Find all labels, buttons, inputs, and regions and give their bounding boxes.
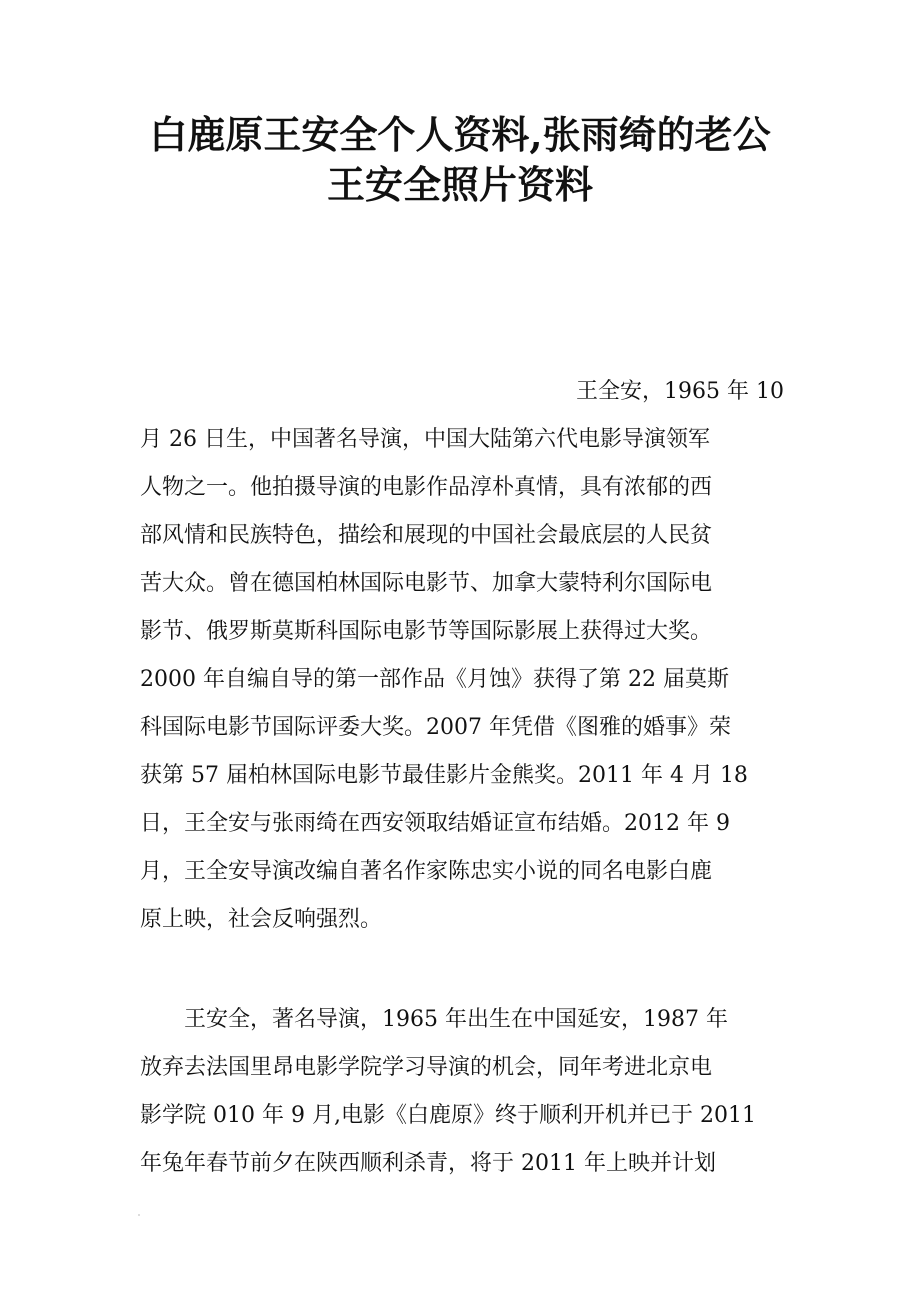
document-title-line-2: 王安全照片资料 [326, 162, 593, 207]
paragraph-1-line: 日，王全安与张雨绮在西安领取结婚证宣布结婚。2012 年 9 [140, 811, 730, 836]
paragraph-1-line: 王全安，1965 年 10 [576, 379, 784, 404]
paragraph-2-line: 放弃去法国里昂电影学院学习导演的机会，同年考进北京电 [140, 1055, 713, 1080]
paragraph-1-line: 月 26 日生，中国著名导演，中国大陆第六代电影导演领军 [140, 427, 710, 452]
paragraph-1-line: 苦大众。曾在德国柏林国际电影节、加拿大蒙特利尔国际电 [140, 571, 713, 596]
paragraph-1-line: 获第 57 届柏林国际电影节最佳影片金熊奖。2011 年 4 月 18 [140, 763, 748, 788]
document-title-line-1: 白鹿原王安全个人资料,张雨绮的老公 [149, 112, 771, 157]
paragraph-1-line: 部风情和民族特色，描绘和展现的中国社会最底层的人民贫 [140, 523, 713, 548]
paragraph-2-line: 影学院 010 年 9 月,电影《白鹿原》终于顺利开机并已于 2011 [140, 1103, 756, 1128]
paragraph-1-line: 月，王全安导演改编自著名作家陈忠实小说的同名电影白鹿 [140, 859, 713, 884]
paragraph-2 [140, 996, 800, 1188]
paragraph-1-line: 科国际电影节国际评委大奖。2007 年凭借《图雅的婚事》荣 [140, 715, 731, 740]
paragraph-1 [140, 368, 800, 944]
paragraph-1-line: 原上映，社会反响强烈。 [140, 907, 383, 932]
paragraph-2-line: 年兔年春节前夕在陕西顺利杀青，将于 2011 年上映并计划 [140, 1151, 716, 1176]
paragraph-1-line: 影节、俄罗斯莫斯科国际电影节等国际影展上获得过大奖。 [140, 619, 713, 644]
scan-speck [138, 1214, 140, 1216]
paragraph-2-line: 王安全，著名导演，1965 年出生在中国延安，1987 年 [184, 1007, 728, 1032]
paragraph-1-line: 人物之一。他拍摄导演的电影作品淳朴真情，具有浓郁的西 [140, 475, 713, 500]
paragraph-1-line: 2000 年自编自导的第一部作品《月蚀》获得了第 22 届莫斯 [140, 667, 729, 692]
